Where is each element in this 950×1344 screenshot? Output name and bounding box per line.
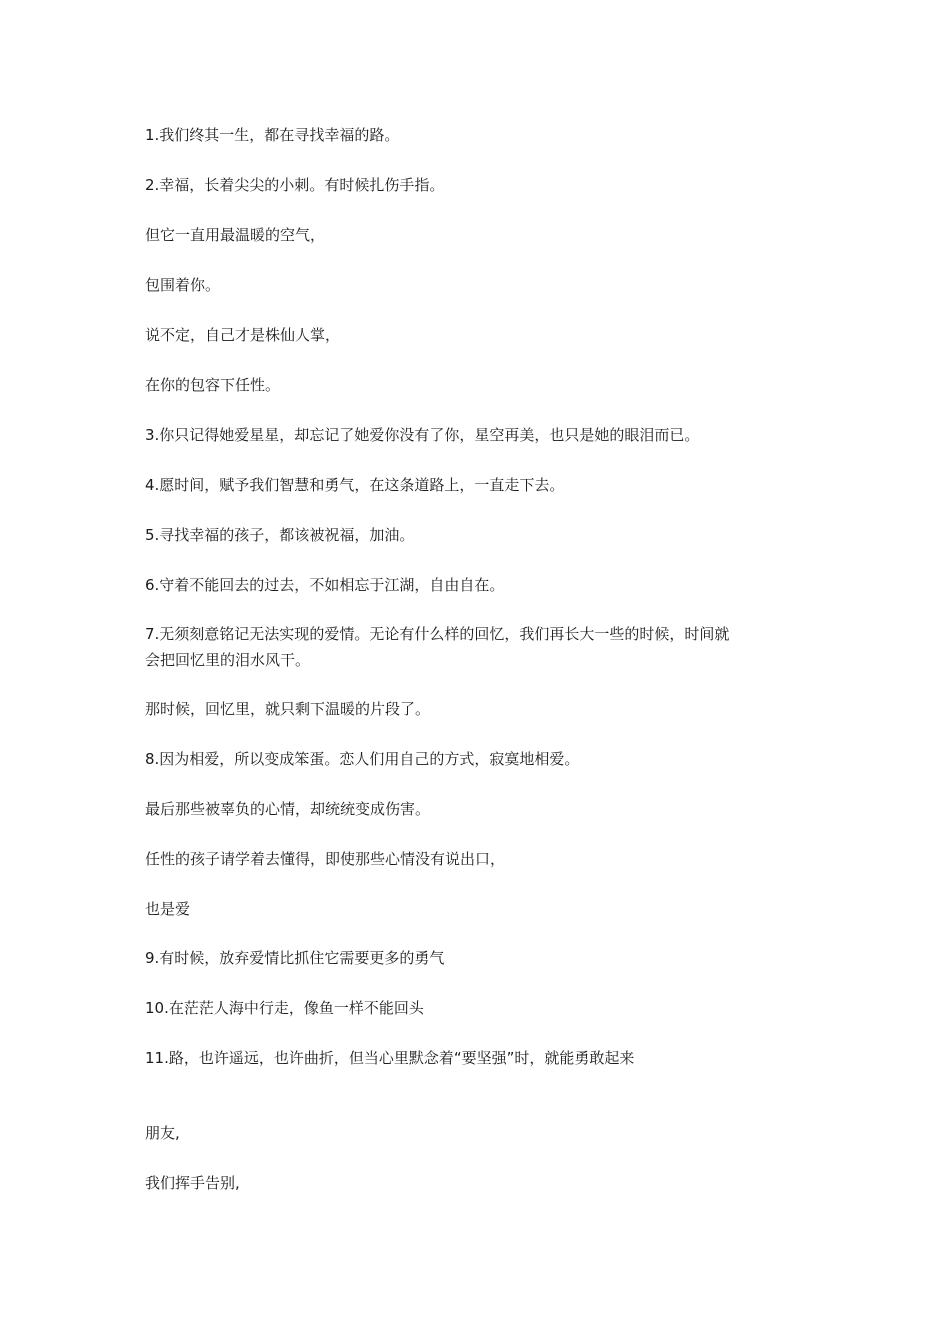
paragraph-line: 在你的包容下任性。 [145,376,281,394]
paragraph-line: 7.无须刻意铭记无法实现的爱情。无论有什么样的回忆，我们再长大一些的时候，时间就 [145,625,730,643]
paragraph-line: 8.因为相爱，所以变成笨蛋。恋人们用自己的方式，寂寞地相爱。 [145,750,580,768]
paragraph-line: 1.我们终其一生，都在寻找幸福的路。 [145,126,400,144]
paragraph-line: 但它一直用最温暖的空气， [145,226,326,244]
paragraph-line: 11.路，也许遥远，也许曲折，但当心里默念着“要坚强”时，就能勇敢起来 [145,1049,635,1067]
paragraph-line: 我们挥手告别, [145,1174,240,1192]
paragraph-line: 3.你只记得她爱星星，却忘记了她爱你没有了你，星空再美，也只是她的眼泪而已。 [145,426,700,444]
paragraph-line: 2.幸福，长着尖尖的小刺。有时候扎伤手指。 [145,176,445,194]
paragraph-line: 包围着你。 [145,276,221,294]
paragraph-line: 任性的孩子请学着去懂得，即使那些心情没有说出口， [145,850,506,868]
paragraph-line: 那时候，回忆里，就只剩下温暖的片段了。 [145,700,431,718]
paragraph-line: 6.守着不能回去的过去，不如相忘于江湖，自由自在。 [145,576,505,594]
paragraph-line: 9.有时候，放弃爱情比抓住它需要更多的勇气 [145,949,445,967]
paragraph-line: 会把回忆里的泪水风干。 [145,651,311,669]
paragraph-line: 也是爱 [145,900,191,918]
paragraph-line: 朋友, [145,1124,180,1142]
paragraph-line: 10.在茫茫人海中行走，像鱼一样不能回头 [145,999,424,1017]
paragraph-line: 4.愿时间，赋予我们智慧和勇气，在这条道路上，一直走下去。 [145,476,565,494]
paragraph-line: 说不定，自己才是株仙人掌， [145,326,341,344]
paragraph-line: 最后那些被辜负的心情，却统统变成伤害。 [145,800,431,818]
paragraph-line: 5.寻找幸福的孩子，都该被祝福，加油。 [145,526,415,544]
